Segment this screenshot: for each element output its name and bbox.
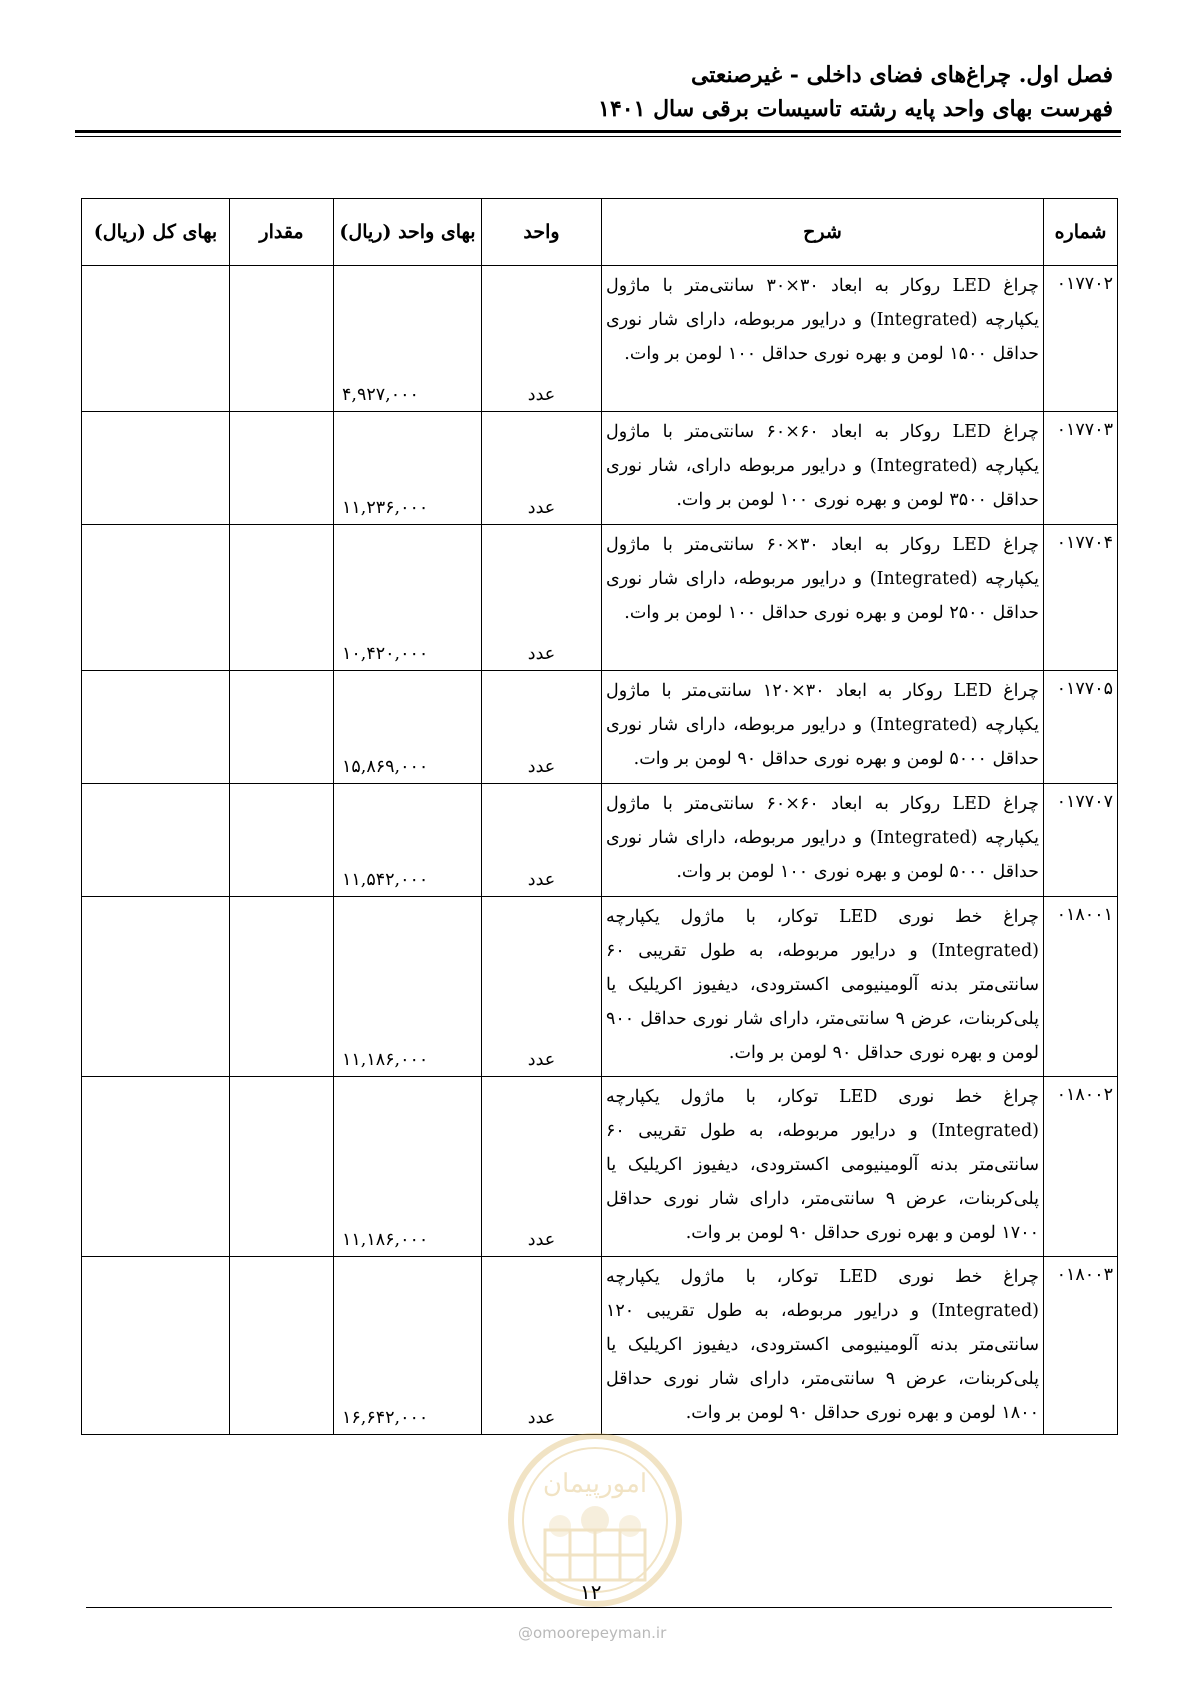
col-header-total: بهای کل (ریال) [82, 199, 230, 266]
item-description: چراغ LED روکار به ابعاد ۳۰×۱۲۰ سانتی‌متر با ماژول یکپارچه (Integrated) و درایور مربوطه، دارای شار نوری حداقل ۵۰۰۰ لومن و بهره نوری حداقل ۹۰ لومن بر وات. [602, 671, 1044, 784]
site-watermark: @omoorepeyman.ir [518, 1624, 667, 1642]
table-row [82, 412, 1118, 525]
item-code: ۰۱۷۷۰۷ [1044, 784, 1118, 897]
item-total[interactable] [82, 412, 230, 525]
table-row [82, 784, 1118, 897]
table-header-row [82, 199, 1118, 266]
item-unit: عدد [482, 412, 602, 525]
item-unit: عدد [482, 897, 602, 1077]
item-total[interactable] [82, 671, 230, 784]
item-total[interactable] [82, 1257, 230, 1435]
table-row [82, 897, 1118, 1077]
item-code: ۰۱۸۰۰۳ [1044, 1257, 1118, 1435]
item-unit-price: ۱۰,۴۲۰,۰۰۰ [334, 525, 482, 671]
footer-rule [86, 1607, 1112, 1608]
table-row [82, 266, 1118, 412]
item-unit: عدد [482, 266, 602, 412]
col-header-unit: واحد [482, 199, 602, 266]
item-code: ۰۱۷۷۰۲ [1044, 266, 1118, 412]
watermark-text: امورپیمان [542, 1469, 648, 1499]
item-description: چراغ LED روکار به ابعاد ۳۰×۶۰ سانتی‌متر با ماژول یکپارچه (Integrated) و درایور مربوطه، دارای شار نوری حداقل ۲۵۰۰ لومن و بهره نوری حداقل ۱۰۰ لومن بر وات. [602, 525, 1044, 671]
chapter-title: فصل اول. چراغ‌های فضای داخلی - غیرصنعتی [690, 62, 1113, 88]
item-unit: عدد [482, 1257, 602, 1435]
item-total[interactable] [82, 266, 230, 412]
item-unit-price: ۱۱,۲۳۶,۰۰۰ [334, 412, 482, 525]
item-unit: عدد [482, 784, 602, 897]
item-description: چراغ LED روکار به ابعاد ۶۰×۶۰ سانتی‌متر با ماژول یکپارچه (Integrated) و درایور مربوطه دارای، شار نوری حداقل ۳۵۰۰ لومن و بهره نوری ۱۰۰ لومن بر وات. [602, 412, 1044, 525]
col-header-quantity: مقدار [230, 199, 334, 266]
item-description: چراغ LED روکار به ابعاد ۳۰×۳۰ سانتی‌متر با ماژول یکپارچه (Integrated) و درایور مربوطه، دارای شار نوری حداقل ۱۵۰۰ لومن و بهره نوری حداقل ۱۰۰ لومن بر وات. [602, 266, 1044, 412]
item-quantity[interactable] [230, 1077, 334, 1257]
table-row [82, 671, 1118, 784]
table-row [82, 1257, 1118, 1435]
item-quantity[interactable] [230, 671, 334, 784]
header-rule-thin [75, 136, 1121, 137]
item-unit-price: ۴,۹۲۷,۰۰۰ [334, 266, 482, 412]
item-total[interactable] [82, 784, 230, 897]
item-description: چراغ LED روکار به ابعاد ۶۰×۶۰ سانتی‌متر با ماژول یکپارچه (Integrated) و درایور مربوطه، دارای شار نوری حداقل ۵۰۰۰ لومن و بهره نوری ۱۰۰ لومن بر وات. [602, 784, 1044, 897]
item-unit-price: ۱۵,۸۶۹,۰۰۰ [334, 671, 482, 784]
item-total[interactable] [82, 525, 230, 671]
item-quantity[interactable] [230, 784, 334, 897]
header-rule-thick [75, 130, 1121, 133]
item-quantity[interactable] [230, 266, 334, 412]
item-code: ۰۱۷۷۰۳ [1044, 412, 1118, 525]
table-row [82, 525, 1118, 671]
price-table [81, 198, 1118, 1435]
item-unit: عدد [482, 1077, 602, 1257]
item-code: ۰۱۸۰۰۱ [1044, 897, 1118, 1077]
item-code: ۰۱۸۰۰۲ [1044, 1077, 1118, 1257]
item-unit: عدد [482, 671, 602, 784]
item-unit-price: ۱۱,۱۸۶,۰۰۰ [334, 1077, 482, 1257]
item-quantity[interactable] [230, 1257, 334, 1435]
col-header-code: شماره [1044, 199, 1118, 266]
item-code: ۰۱۷۷۰۴ [1044, 525, 1118, 671]
item-unit: عدد [482, 525, 602, 671]
list-title: فهرست بهای واحد پایه رشته تاسیسات برقی سال ۱۴۰۱ [598, 96, 1113, 122]
item-code: ۰۱۷۷۰۵ [1044, 671, 1118, 784]
page-header [73, 58, 1113, 126]
table-row [82, 1077, 1118, 1257]
item-description: چراغ خط نوری LED توکار، با ماژول یکپارچه (Integrated) و درایور مربوطه، به طول تقریبی ۱۲۰ سانتی‌متر بدنه آلومینیومی اکسترودی، دیفیوز اکریلیک یا پلی‌کربنات، عرض ۹ سانتی‌متر، دارای شار نوری حداقل ۱۸۰۰ لومن و بهره نوری حداقل ۹۰ لومن بر وات. [602, 1257, 1044, 1435]
item-unit-price: ۱۱,۱۸۶,۰۰۰ [334, 897, 482, 1077]
item-unit-price: ۱۶,۶۴۲,۰۰۰ [334, 1257, 482, 1435]
item-total[interactable] [82, 1077, 230, 1257]
col-header-desc: شرح [602, 199, 1044, 266]
col-header-unit-price: بهای واحد (ریال) [334, 199, 482, 266]
item-total[interactable] [82, 897, 230, 1077]
item-quantity[interactable] [230, 412, 334, 525]
item-quantity[interactable] [230, 897, 334, 1077]
item-quantity[interactable] [230, 525, 334, 671]
item-description: چراغ خط نوری LED توکار، با ماژول یکپارچه (Integrated) و درایور مربوطه، به طول تقریبی ۶۰ سانتی‌متر بدنه آلومینیومی اکسترودی، دیفیوز اکریلیک یا پلی‌کربنات، عرض ۹ سانتی‌متر، دارای شار نوری حداقل ۱۷۰۰ لومن و بهره نوری حداقل ۹۰ لومن بر وات. [602, 1077, 1044, 1257]
page-number: ۱۲ [580, 1580, 602, 1604]
item-unit-price: ۱۱,۵۴۲,۰۰۰ [334, 784, 482, 897]
item-description: چراغ خط نوری LED توکار، با ماژول یکپارچه (Integrated) و درایور مربوطه، به طول تقریبی ۶۰ سانتی‌متر بدنه آلومینیومی اکسترودی، دیفیوز اکریلیک یا پلی‌کربنات، عرض ۹ سانتی‌متر، دارای شار نوری حداقل ۹۰۰ لومن و بهره نوری حداقل ۹۰ لومن بر وات. [602, 897, 1044, 1077]
